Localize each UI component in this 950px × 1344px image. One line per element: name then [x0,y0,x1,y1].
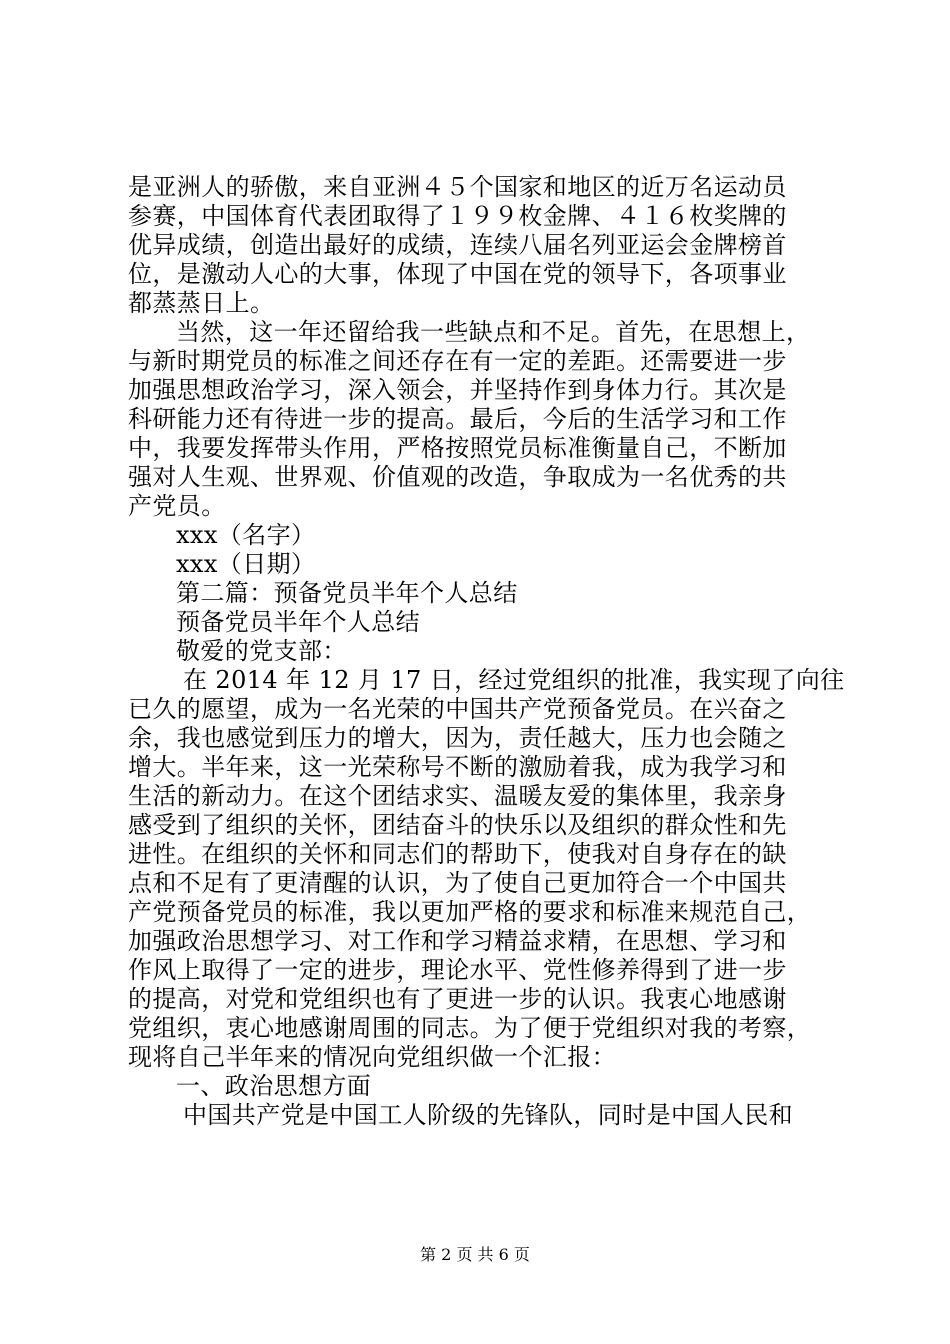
document-title: 预备党员半年个人总结 [176,608,420,636]
text-line: 已久的愿望，成为一名光荣的中国共产党预备党员。在兴奋之 [128,695,787,723]
text-line: 的提高，对党和党组织也有了更进一步的认识。我衷心地感谢 [128,985,787,1013]
section-heading: 第二篇：预备党员半年个人总结 [176,579,518,607]
signature-name: xxx（名字） [176,521,316,549]
text-line: 产党员。 [128,492,226,520]
paragraph-start: 当然，这一年还留给我一些缺点和不足。首先，在思想上， [176,318,811,346]
text-line: 优异成绩，创造出最好的成绩，连续八届名列亚运会金牌榜首 [128,231,787,259]
text-line: 感受到了组织的关怀，团结奋斗的快乐以及组织的群众性和先 [128,811,787,839]
text-line: 作风上取得了一定的进步，理论水平、党性修养得到了进一步 [128,956,787,984]
text-line: 点和不足有了更清醒的认识，为了使自己更加符合一个中国共 [128,869,787,897]
text-line: 与新时期党员的标准之间还存在有一定的差距。还需要进一步 [128,347,787,375]
text-line: 进性。在组织的关怀和同志们的帮助下，使我对自身存在的缺 [128,840,787,868]
salutation: 敬爱的党支部： [176,637,347,665]
text-line: 加强思想政治学习，深入领会，并坚持作到身体力行。其次是 [128,376,787,404]
text-line: 位，是激动人心的大事，体现了中国在党的领导下，各项事业 [128,260,787,288]
text-line: 都蒸蒸日上。 [128,289,275,317]
text-line: 产党预备党员的标准，我以更加严格的要求和标准来规范自己， [128,898,812,926]
text-line: 强对人生观、世界观、价值观的改造，争取成为一名优秀的共 [128,463,787,491]
text-line: 参赛，中国体育代表团取得了１９９枚金牌、４１６枚奖牌的 [128,202,787,230]
document-body [128,173,845,1130]
text-line: 增大。半年来，这一光荣称号不断的激励着我，成为我学习和 [128,753,787,781]
text-line: 中，我要发挥带头作用，严格按照党员标准衡量自己，不断加 [128,434,787,462]
text-line: 党组织，衷心地感谢周围的同志。为了便于党组织对我的考察， [128,1014,812,1042]
signature-date: xxx（日期） [176,550,316,578]
page-footer [0,1245,950,1265]
paragraph-start: 中国共产党是中国工人阶级的先锋队，同时是中国人民和 [183,1101,793,1129]
text-line: 科研能力还有待进一步的提高。最后，今后的生活学习和工作 [128,405,787,433]
text-line: 余，我也感觉到压力的增大，因为，责任越大，压力也会随之 [128,724,787,752]
text-line: 现将自己半年来的情况向党组织做一个汇报： [128,1043,616,1071]
text-line: 是亚洲人的骄傲，来自亚洲４５个国家和地区的近万名运动员 [128,173,787,201]
subsection-heading: 一、政治思想方面 [176,1072,372,1100]
page-number: 第 2 页 共 6 页 [420,1245,530,1264]
text-line: 加强政治思想学习、对工作和学习精益求精，在思想、学习和 [128,927,787,955]
text-line: 生活的新动力。在这个团结求实、温暖友爱的集体里，我亲身 [128,782,787,810]
paragraph-start: 在 2014 年 12 月 17 日，经过党组织的批准，我实现了向往 [183,666,845,694]
